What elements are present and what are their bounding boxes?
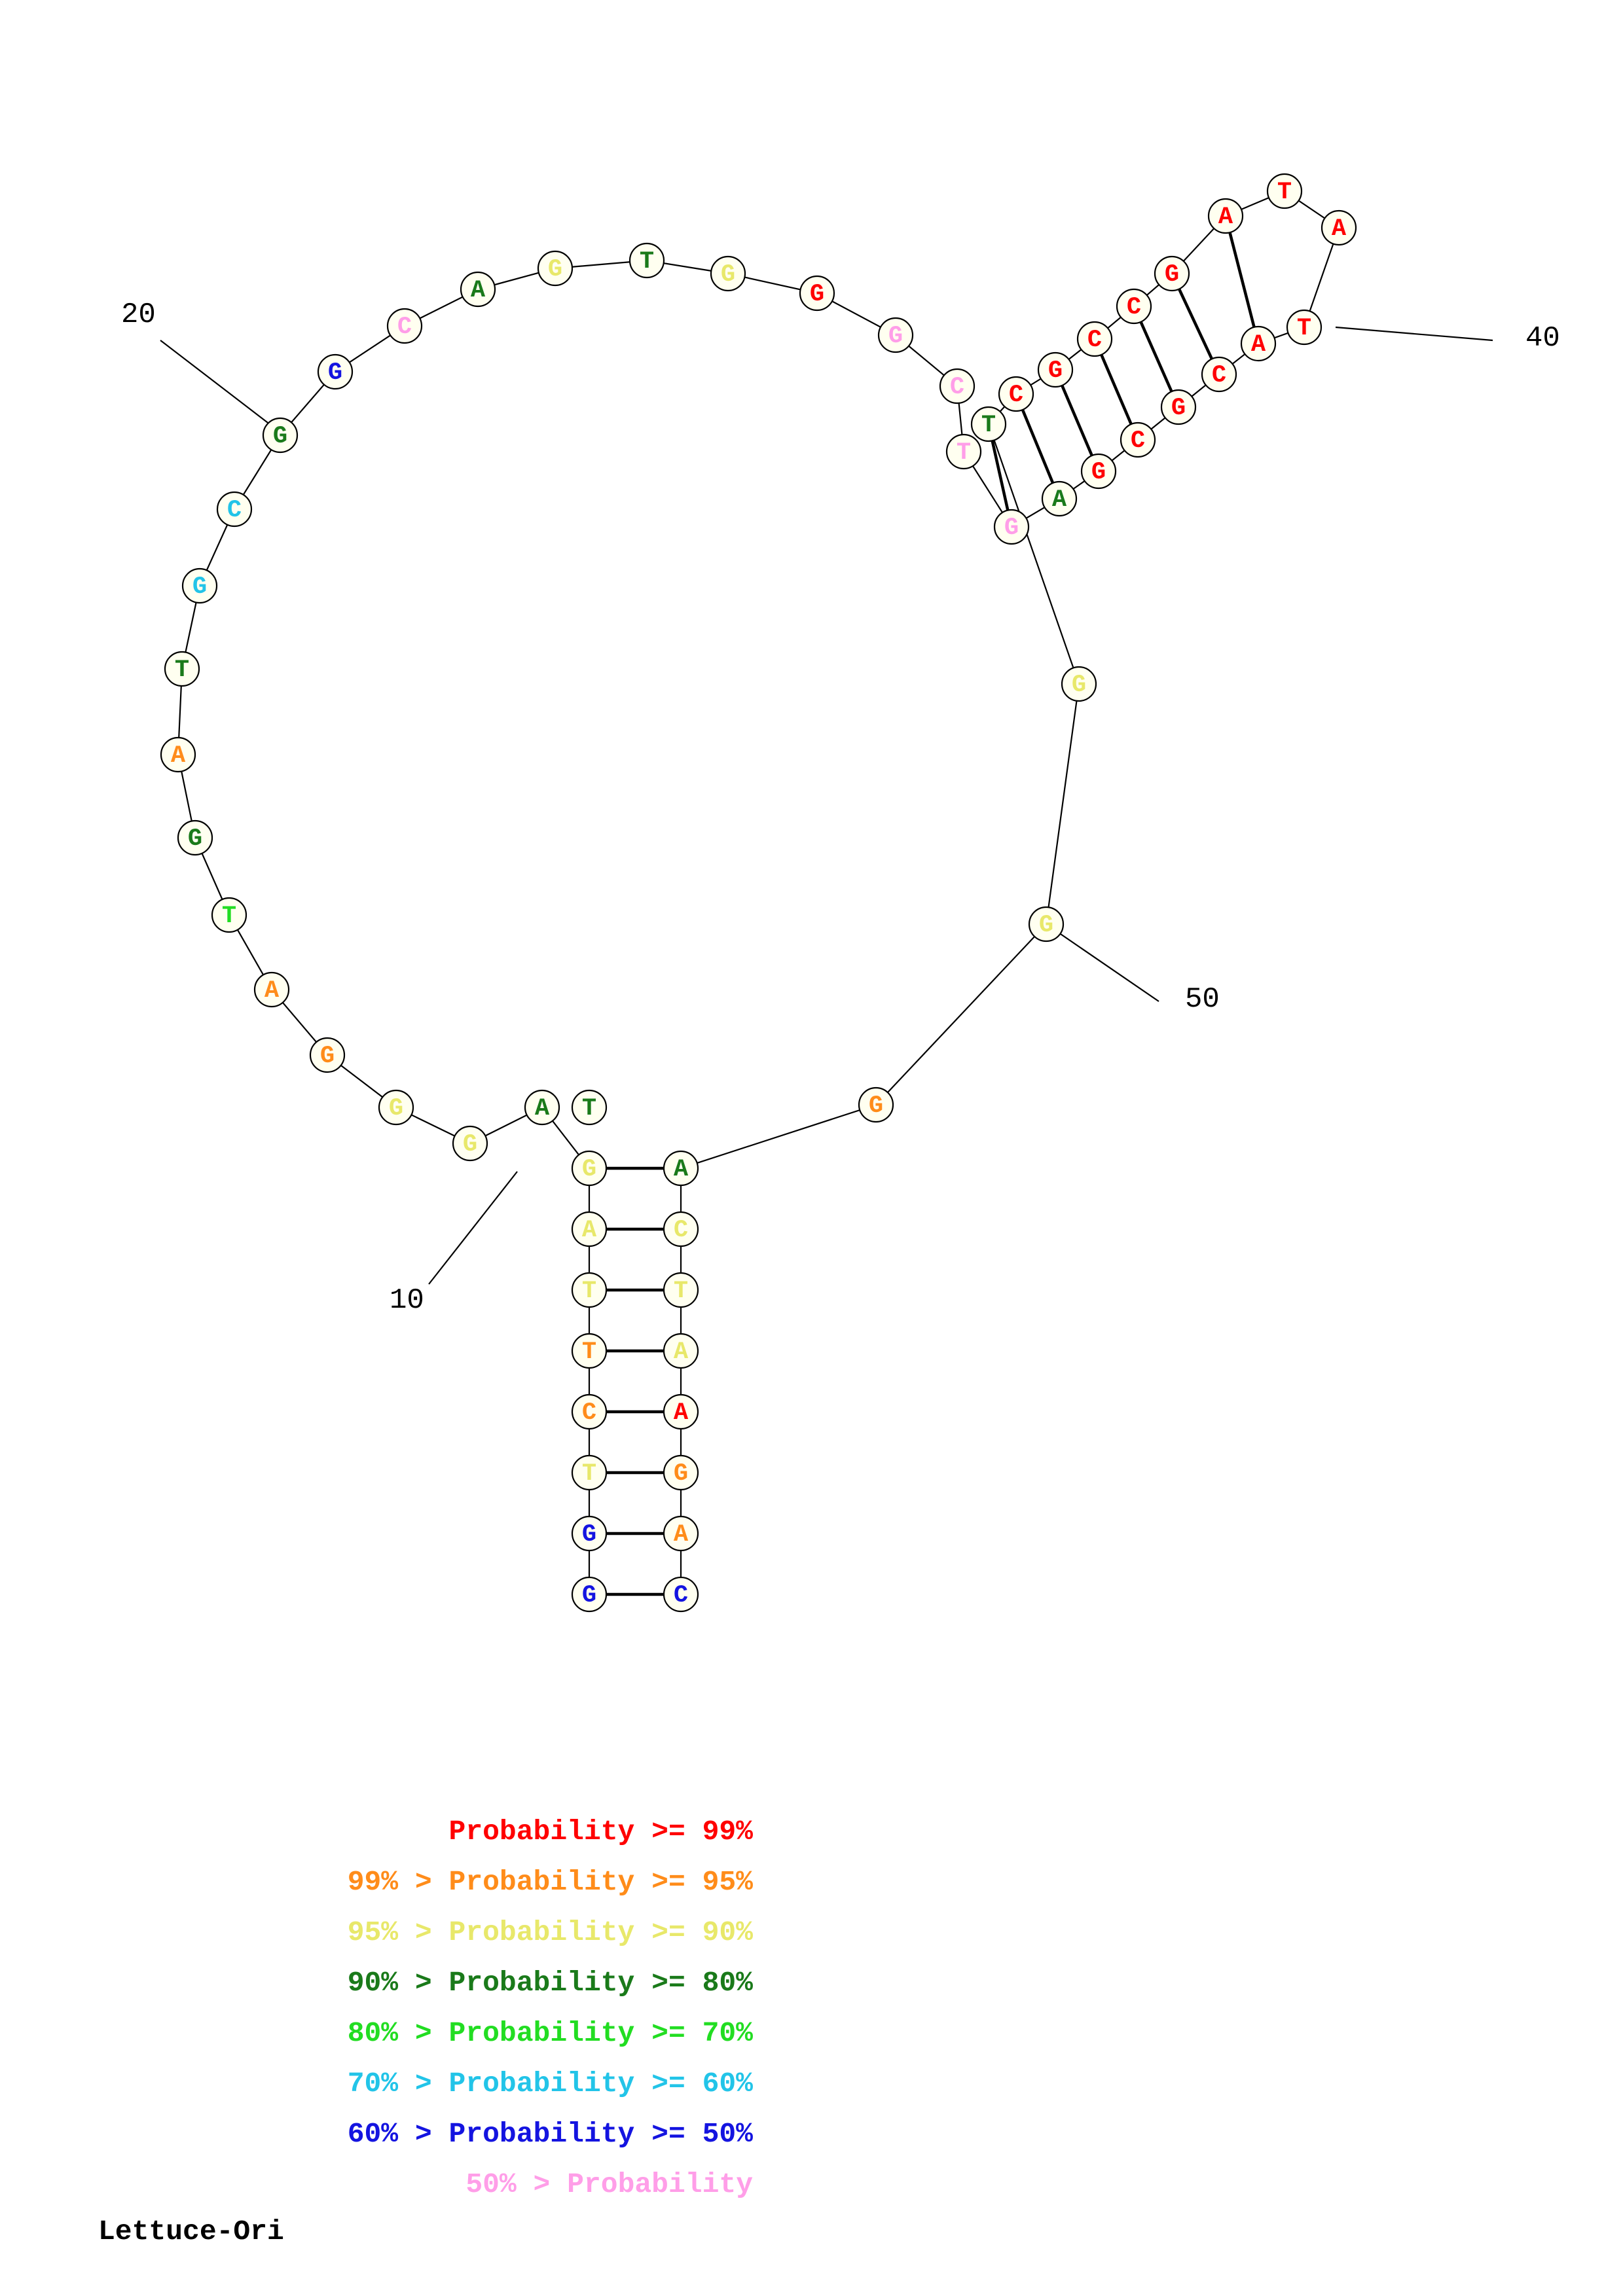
base-node — [664, 1395, 698, 1429]
base-node — [388, 309, 422, 343]
base-node — [217, 492, 251, 526]
base-letter: G — [1164, 261, 1180, 289]
base-node — [572, 1212, 606, 1246]
base-node — [947, 435, 981, 469]
base-node — [1267, 174, 1302, 208]
legend-row: 99% > Probability >= 95% — [347, 1866, 753, 1898]
base-node — [572, 1334, 606, 1368]
number-leader-line — [1336, 327, 1493, 340]
position-number-label: 40 — [1525, 322, 1560, 355]
base-letter: A — [673, 1521, 689, 1549]
base-node — [879, 318, 913, 352]
base-node — [212, 898, 246, 932]
base-node — [572, 1273, 606, 1307]
position-number-label: 10 — [390, 1284, 424, 1317]
base-letter: G — [673, 1460, 689, 1488]
base-node — [1121, 423, 1155, 457]
base-letter: A — [673, 1156, 689, 1183]
base-letter: T — [581, 1095, 597, 1122]
base-letter: A — [1051, 486, 1067, 514]
base-letter: T — [956, 439, 972, 467]
base-letter: C — [1211, 362, 1227, 389]
base-node — [1082, 454, 1116, 488]
base-node — [1202, 357, 1236, 391]
base-letter: C — [397, 314, 412, 341]
base-letter: A — [264, 977, 280, 1005]
legend-row: 60% > Probability >= 50% — [347, 2118, 753, 2150]
number-leader-line — [160, 340, 282, 433]
base-node — [572, 1577, 606, 1611]
base-letter: G — [192, 573, 208, 601]
base-letter: C — [227, 497, 242, 524]
base-node — [1062, 667, 1096, 701]
base-letter: C — [949, 374, 965, 401]
base-nodes — [161, 174, 1356, 1611]
base-node — [572, 1395, 606, 1429]
base-node — [664, 1334, 698, 1368]
base-letter: G — [547, 256, 563, 283]
base-letter: C — [1087, 327, 1103, 354]
base-node — [178, 821, 212, 855]
base-letter: A — [673, 1338, 689, 1366]
base-node — [664, 1577, 698, 1611]
base-node — [379, 1090, 413, 1124]
base-node — [1038, 353, 1072, 387]
number-leader-line — [429, 1172, 517, 1284]
base-letter: C — [581, 1399, 597, 1427]
base-letter: G — [1091, 459, 1106, 486]
base-node — [1155, 257, 1189, 291]
base-letter: C — [673, 1582, 689, 1609]
base-node — [310, 1038, 344, 1072]
base-letter: T — [1296, 315, 1312, 342]
base-letter: G — [1171, 395, 1186, 422]
base-node — [664, 1151, 698, 1185]
base-letter: C — [1008, 382, 1024, 409]
number-leader-line — [1046, 924, 1159, 1001]
base-letter: G — [1004, 514, 1019, 542]
base-letter: T — [221, 903, 237, 930]
base-letter: T — [1277, 179, 1292, 206]
base-letter: T — [174, 656, 190, 684]
base-node — [453, 1126, 487, 1160]
base-letter: A — [1250, 331, 1266, 359]
base-node — [1042, 482, 1076, 516]
base-node — [165, 652, 199, 686]
base-node — [572, 1456, 606, 1490]
base-letter: G — [1071, 672, 1087, 699]
number-leader-lines — [160, 327, 1493, 1284]
base-node — [630, 243, 664, 278]
base-node — [1078, 322, 1112, 356]
base-node — [318, 355, 352, 389]
base-letter: T — [639, 248, 655, 276]
base-letter: G — [1038, 912, 1054, 939]
base-node — [800, 276, 834, 310]
base-node — [711, 257, 745, 291]
base-letter: G — [462, 1131, 478, 1158]
position-number-label: 20 — [121, 298, 156, 331]
base-letter: G — [720, 261, 736, 289]
base-node — [538, 251, 572, 285]
base-node — [572, 1516, 606, 1551]
base-letter: C — [1130, 427, 1146, 455]
base-node — [664, 1516, 698, 1551]
base-letter: T — [581, 1460, 597, 1488]
base-node — [183, 569, 217, 603]
base-pair-bond — [1226, 216, 1258, 344]
base-node — [1117, 289, 1151, 323]
base-letter: A — [1331, 215, 1347, 243]
base-letter: A — [534, 1095, 550, 1122]
base-letter: G — [888, 323, 903, 350]
base-node — [525, 1090, 559, 1124]
base-node — [1029, 907, 1063, 941]
base-node — [1322, 211, 1356, 245]
base-node — [572, 1090, 606, 1124]
base-letter: C — [673, 1217, 689, 1244]
base-node — [263, 418, 297, 452]
base-letter: T — [981, 412, 996, 439]
legend-row: 80% > Probability >= 70% — [347, 2017, 753, 2049]
position-number-label: 50 — [1185, 983, 1220, 1016]
base-letter: G — [809, 281, 825, 308]
base-letter: G — [1048, 357, 1063, 385]
legend-row: 50% > Probability — [465, 2168, 753, 2200]
base-node — [940, 369, 974, 403]
base-letter: G — [868, 1092, 884, 1120]
base-letter: G — [187, 825, 203, 853]
base-letter: G — [581, 1521, 597, 1549]
base-letter: G — [327, 359, 343, 387]
base-node — [1209, 199, 1243, 233]
base-letter: G — [581, 1156, 597, 1183]
base-letter: A — [170, 742, 186, 770]
base-letter: A — [673, 1399, 689, 1427]
base-node — [972, 407, 1006, 441]
base-node — [1241, 327, 1275, 361]
base-node — [572, 1151, 606, 1185]
base-letter: A — [581, 1217, 597, 1244]
probability-legend — [98, 1806, 884, 2210]
base-letter: A — [1218, 204, 1233, 231]
base-letter: G — [319, 1043, 335, 1070]
legend-row: 95% > Probability >= 90% — [347, 1916, 753, 1948]
base-node — [461, 272, 495, 306]
base-node — [1287, 310, 1321, 344]
base-node — [994, 510, 1029, 544]
legend-row: 70% > Probability >= 60% — [347, 2068, 753, 2100]
base-letter: A — [470, 277, 486, 304]
base-letter: G — [272, 423, 288, 450]
base-node — [664, 1273, 698, 1307]
base-node — [664, 1212, 698, 1246]
base-node — [859, 1088, 893, 1122]
base-letter: T — [581, 1338, 597, 1366]
base-node — [1161, 390, 1195, 424]
base-letter: T — [581, 1278, 597, 1305]
base-letter: G — [388, 1095, 404, 1122]
base-node — [999, 377, 1033, 411]
base-letter: C — [1126, 294, 1142, 321]
base-node — [161, 738, 195, 772]
structure-title: Lettuce-Ori — [98, 2215, 284, 2248]
legend-row: 90% > Probability >= 80% — [347, 1967, 753, 1999]
position-number-labels — [121, 298, 1560, 1317]
base-letter: T — [673, 1278, 689, 1305]
legend-row: Probability >= 99% — [448, 1816, 753, 1848]
base-letter: G — [581, 1582, 597, 1609]
base-node — [255, 973, 289, 1007]
base-node — [664, 1456, 698, 1490]
